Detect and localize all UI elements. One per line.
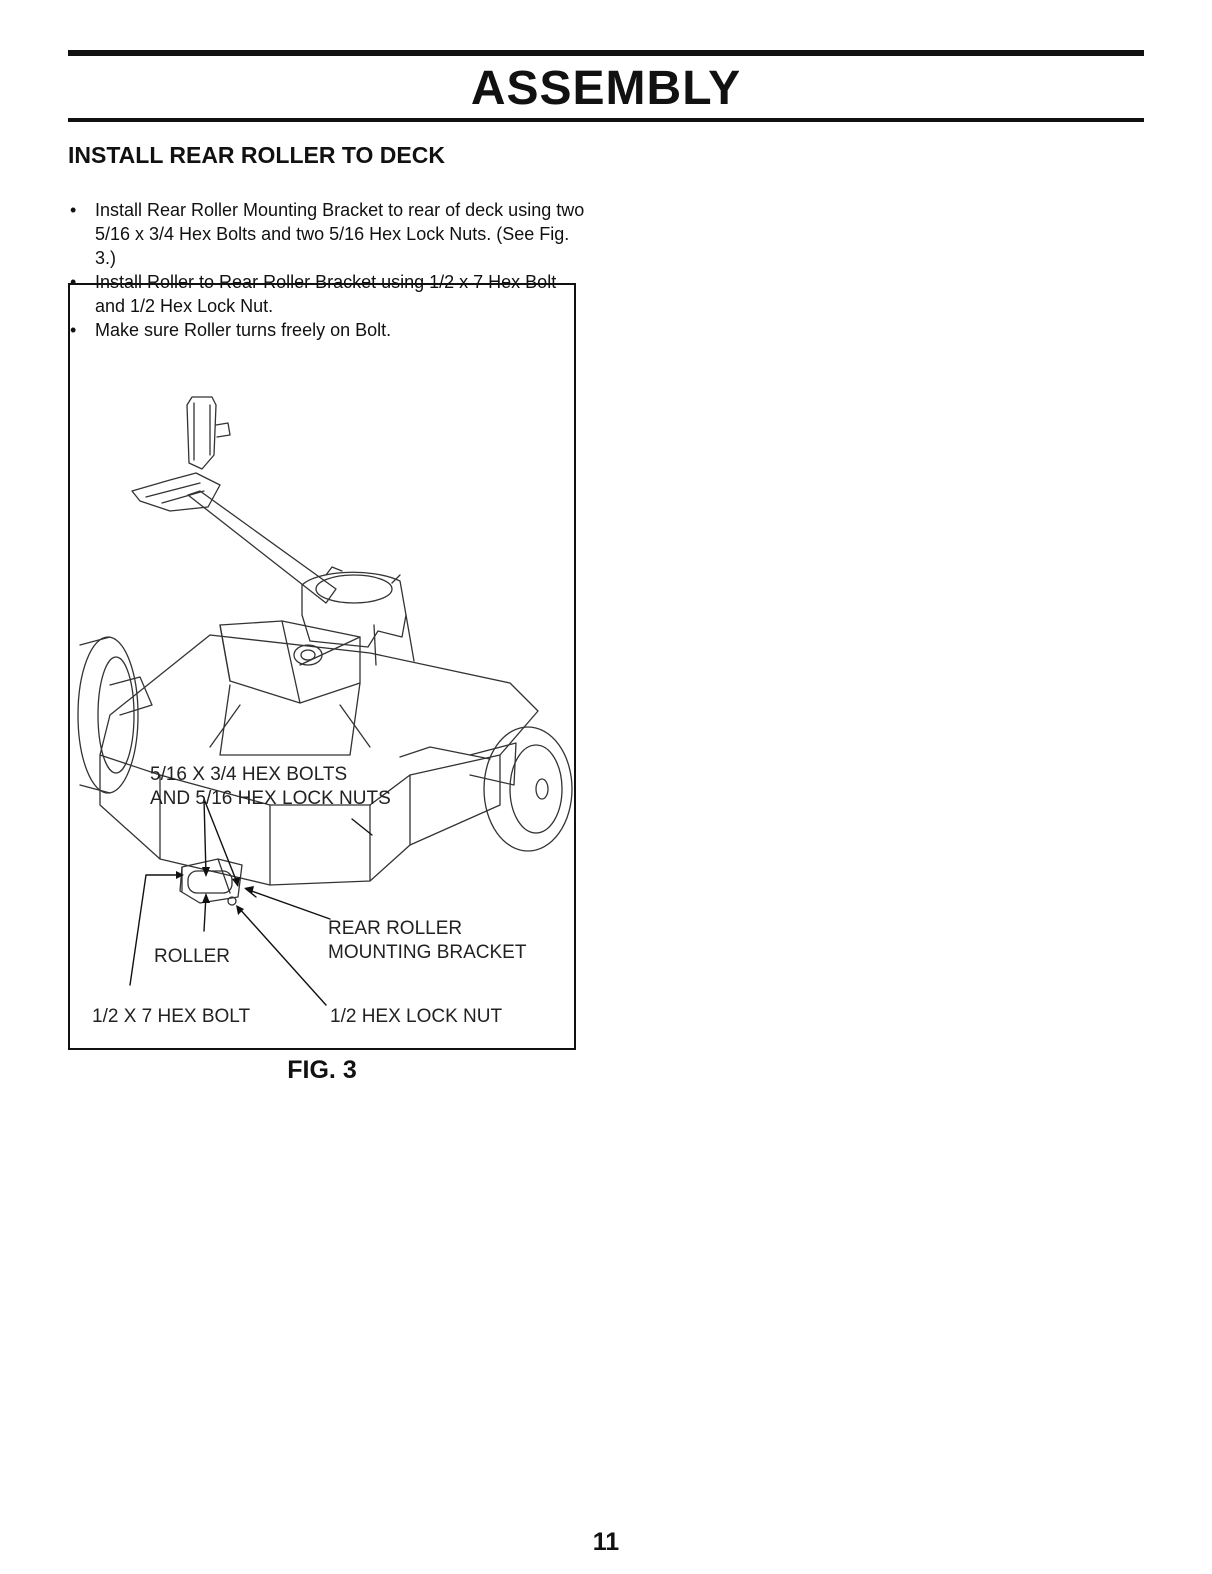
figure-caption: FIG. 3 (287, 1056, 357, 1084)
instruction-item: • Make sure Roller turns freely on Bolt. (70, 320, 392, 340)
right-wheel (484, 727, 572, 851)
instruction-item: • Install Rear Roller Mounting Bracket to rear of deck using two 5/16 x 3/4 Hex Bolts and two 5/16 Hex Lock Nuts. (See Fig. 3.) (70, 200, 585, 268)
bullet-icon: • (70, 200, 77, 220)
instruction-item: • Install Roller to Rear Roller Bracket using 1/2 x 7 Hex Bolt and 1/2 Hex Lock Nut. (70, 272, 557, 316)
header-rule-bottom (68, 118, 1144, 122)
hitch-plate (132, 473, 220, 511)
engine-mount (220, 621, 360, 703)
roller-bracket (180, 859, 242, 903)
callout-hex-bolt: 1/2 X 7 HEX BOLT (92, 1006, 251, 1027)
callout-hex-bolts: 5/16 X 3/4 HEX BOLTS AND 5/16 HEX LOCK NUTS (150, 764, 391, 809)
figure-frame (68, 283, 576, 1050)
page-number: 11 (592, 1528, 620, 1556)
tow-bar (188, 491, 336, 603)
callout-roller: ROLLER (154, 946, 231, 967)
bullet-icon: • (70, 272, 77, 292)
bullet-icon: • (70, 320, 77, 340)
left-wheel (78, 637, 138, 793)
section-heading: INSTALL REAR ROLLER TO DECK (68, 142, 445, 168)
page-title: ASSEMBLY (470, 62, 742, 115)
header-rule-top (68, 50, 1144, 56)
callout-bracket: REAR ROLLER MOUNTING BRACKET (328, 918, 527, 963)
callout-lock-nut: 1/2 HEX LOCK NUT (330, 1006, 503, 1027)
hitch-post (187, 397, 216, 469)
